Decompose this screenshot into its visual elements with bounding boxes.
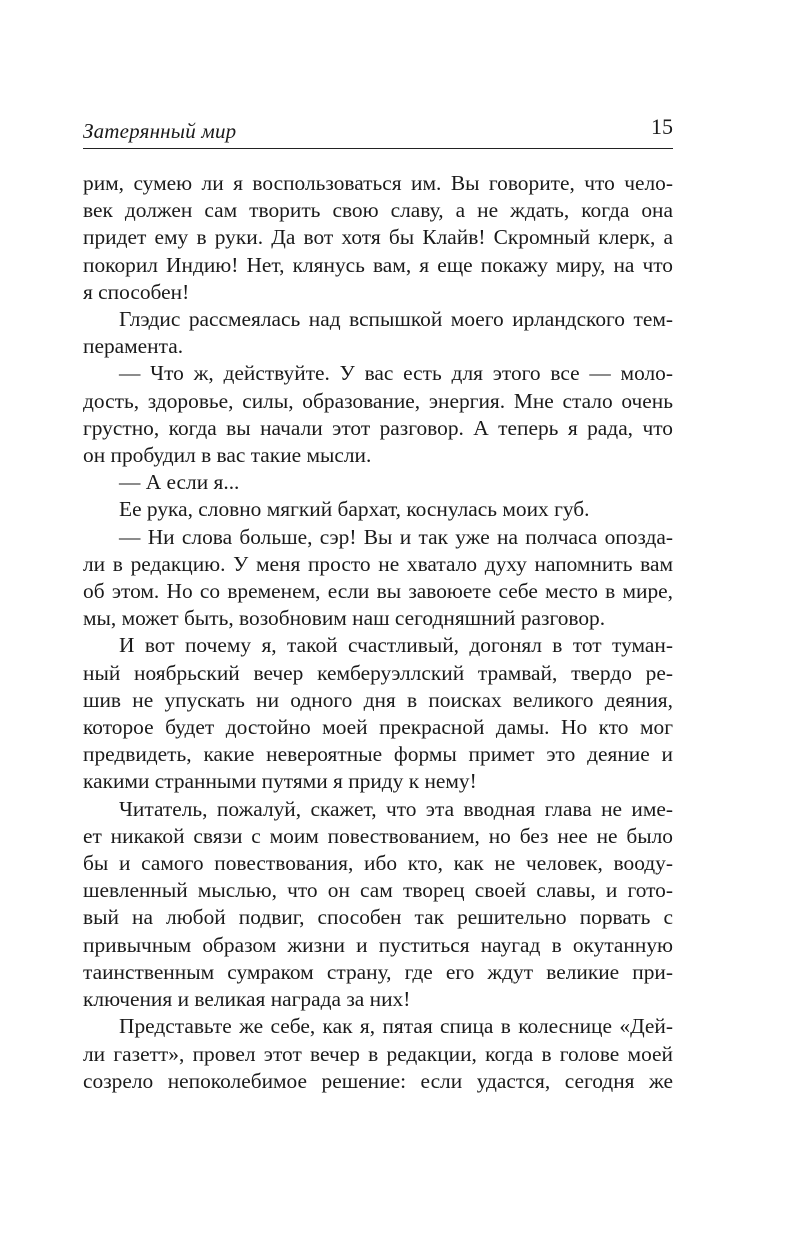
text-line: дость, здоровье, силы, образование, энергия. Мне стало очень [83,388,673,413]
text-line: ли газетт», провел этот вечер в редакции, когда в голове моей [83,1041,673,1066]
text-line: он пробудил в вас такие мысли. [83,443,372,468]
text-line: шив не упускать ни одного дня в поисках великого деяния, [83,687,673,712]
page-number: 15 [651,114,673,139]
text-line: шевленный мыслью, что он сам творец своей славы, и гото- [83,878,673,903]
text-line: вый на любой подвиг, способен так решительно порвать с [83,905,673,930]
text-line: созрело непоколебимое решение: если удастся, сегодня же [83,1068,673,1093]
text-line: И вот почему я, такой счастливый, догонял в тот туман- [119,633,673,658]
text-line: — Что ж, действуйте. У вас есть для этого все — моло- [119,361,673,386]
text-line: ет никакой связи с моим повествованием, но без нее не было [83,823,673,848]
text-line: предвидеть, какие невероятные формы примет это деяние и [83,742,673,767]
text-line: Ее рука, словно мягкий бархат, коснулась моих губ. [119,497,590,522]
text-line: бы и самого повествования, ибо кто, как не человек, вооду- [83,851,673,876]
text-line: — Ни слова больше, сэр! Вы и так уже на полчаса опозда- [119,524,673,549]
body-text [83,170,673,1095]
text-line: я способен! [83,279,190,304]
text-line: ли в редакцию. У меня просто не хватало духу напомнить вам [83,551,673,576]
text-line: какими странными путями я приду к нему! [83,769,477,794]
text-line: придет ему в руки. Да вот хотя бы Клайв! Скромный клерк, а [83,225,673,250]
running-title: Затерянный мир [83,119,237,143]
text-line: ключения и великая награда за них! [83,987,411,1012]
text-line: — А если я... [119,470,240,495]
text-line: таинственным сумраком страну, где его ждут великие при- [83,959,673,984]
text-line: покорил Индию! Нет, клянусь вам, я еще покажу миру, на что [83,252,673,277]
text-line: Глэдис рассмеялась над вспышкой моего ирландского тем- [119,307,673,332]
text-line: которое будет достойно моей прекрасной дамы. Но кто мог [83,715,673,740]
text-line: ный ноябрьский вечер кемберуэллский трамвай, твердо ре- [83,660,673,685]
text-line: привычным образом жизни и пуститься наугад в окутанную [83,932,673,957]
text-line: Представьте же себе, как я, пятая спица в колеснице «Дей- [119,1014,673,1039]
text-line: век должен сам творить свою славу, а не ждать, когда она [83,198,673,223]
text-line: рим, сумею ли я воспользоваться им. Вы говорите, что чело- [83,171,673,195]
text-line: Читатель, пожалуй, скажет, что эта вводная глава не име- [119,796,673,821]
running-header [83,112,673,149]
text-line: перамента. [83,334,184,359]
text-line: грустно, когда вы начали этот разговор. А теперь я рада, что [83,415,673,440]
text-line: мы, может быть, возобновим наш сегодняшний разговор. [83,606,606,631]
text-line: об этом. Но со временем, если вы завоюете себе место в мире, [83,579,673,604]
